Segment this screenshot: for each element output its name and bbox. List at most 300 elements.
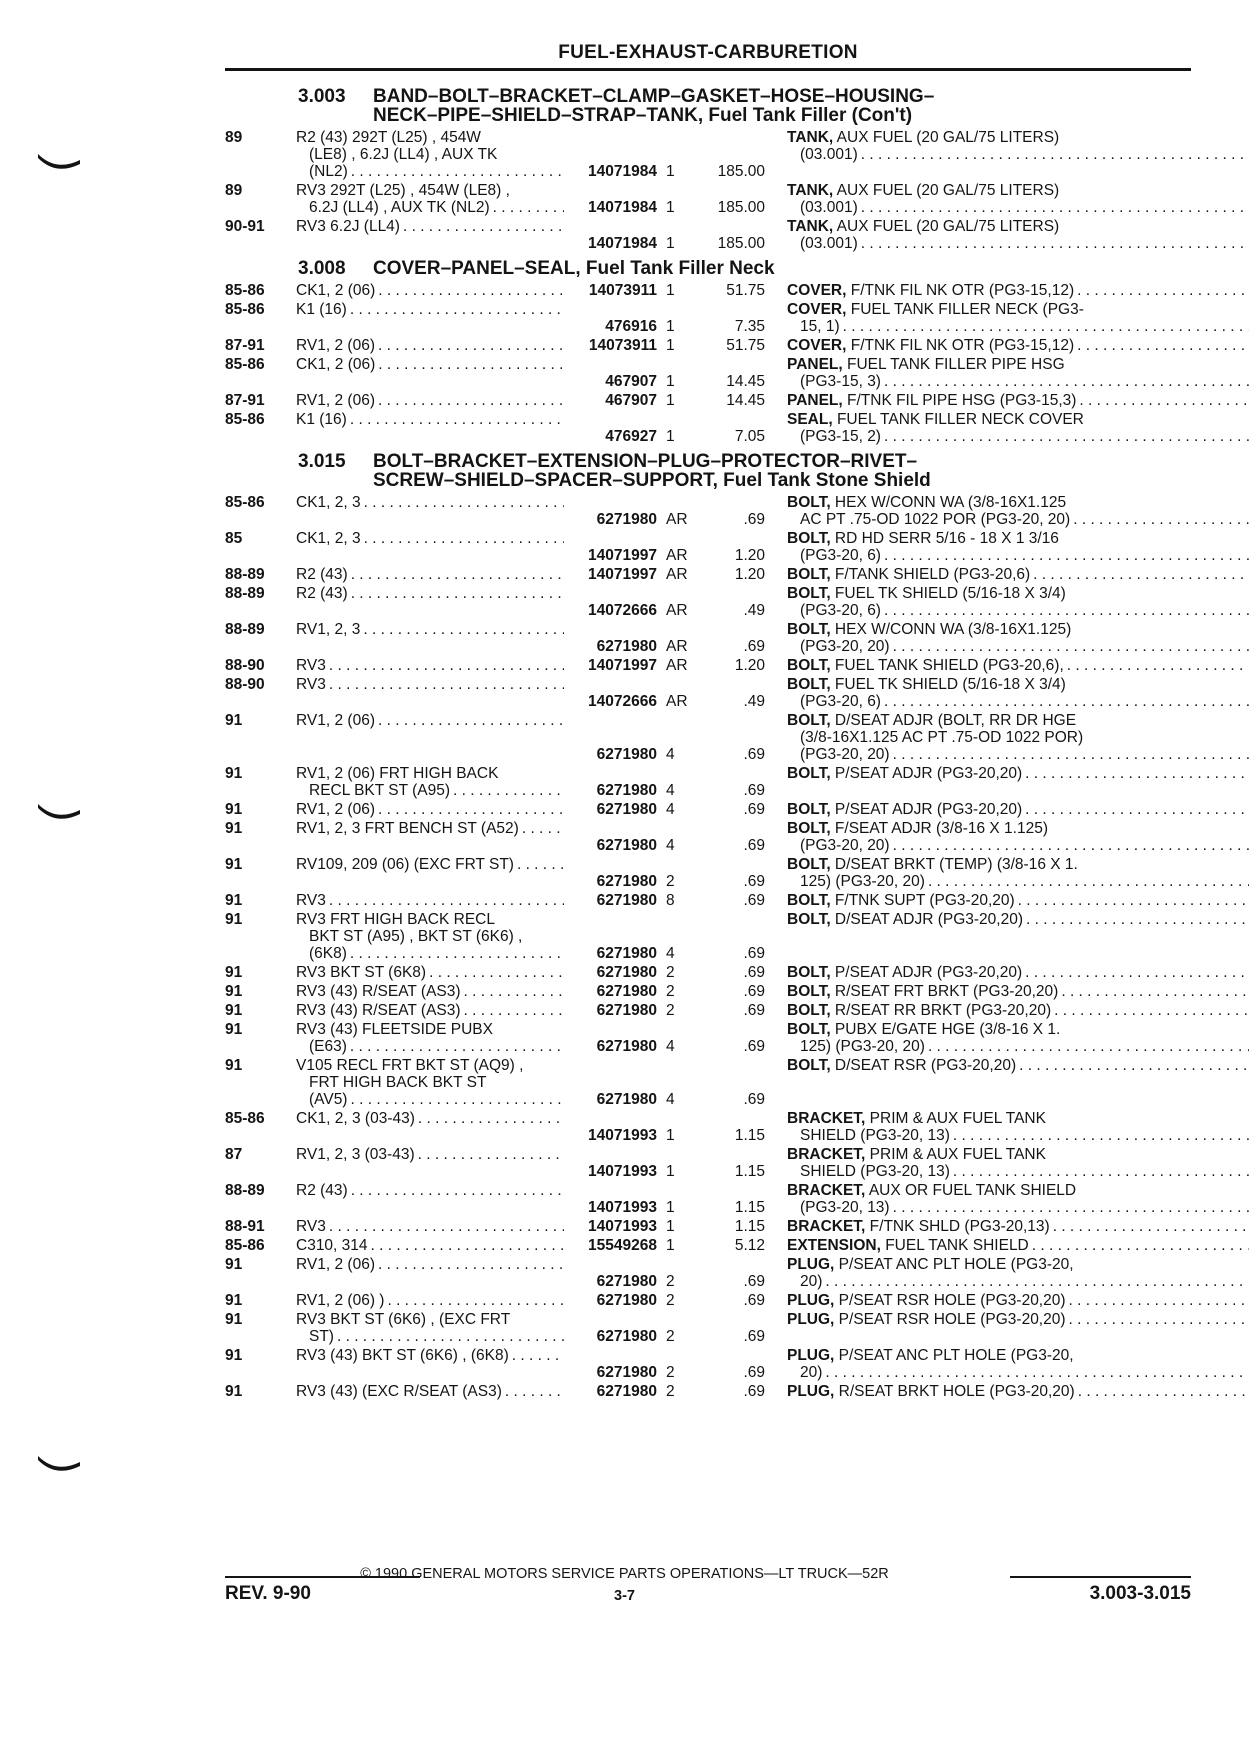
quantity: 2 bbox=[666, 964, 675, 981]
part-number: 6271980 bbox=[596, 1273, 657, 1290]
application bbox=[296, 566, 564, 583]
leader-dots bbox=[347, 945, 564, 962]
part-noun: COVER, bbox=[787, 337, 847, 354]
footer-copyright: © 1990 GENERAL MOTORS SERVICE PARTS OPERATIONS—LT TRUCK—52R bbox=[360, 1566, 889, 1582]
quantity: 2 bbox=[666, 983, 675, 1000]
quantity: AR bbox=[666, 693, 688, 710]
leader-dots bbox=[347, 411, 564, 428]
application-text: RV3 (43) (EXC R/SEAT (AS3) bbox=[296, 1383, 502, 1400]
part-noun: BOLT, bbox=[787, 1002, 831, 1019]
application bbox=[296, 621, 564, 655]
part-number: 476916 bbox=[605, 318, 657, 335]
row-spacer bbox=[225, 445, 1191, 447]
parts-row bbox=[225, 1146, 1191, 1180]
application-line bbox=[296, 1110, 564, 1127]
description bbox=[765, 911, 1249, 962]
description-line bbox=[787, 1311, 1249, 1328]
part-noun: PLUG, bbox=[787, 1292, 835, 1309]
parts-row bbox=[225, 676, 1191, 710]
quantity: 1 bbox=[666, 199, 675, 216]
description-line bbox=[787, 199, 1249, 216]
application-line bbox=[296, 856, 564, 873]
model-year: 85-86 bbox=[225, 411, 265, 428]
part-number: 14072666 bbox=[588, 693, 657, 710]
parts-row bbox=[225, 856, 1191, 890]
section-title-line: SCREW–SHIELD–SPACER–SUPPORT, Fuel Tank Stone Shield bbox=[373, 470, 931, 491]
application-text: RV3 (43) R/SEAT (AS3) bbox=[296, 1002, 461, 1019]
application-line: RV3 (43) FLEETSIDE PUBX bbox=[296, 1021, 493, 1038]
description-text: F/SEAT ADJR (3/8-16 X 1.125) bbox=[830, 820, 1049, 837]
description bbox=[765, 964, 1249, 981]
application-text: RV1, 2, 3 FRT BENCH ST (A52) bbox=[296, 820, 519, 837]
model-year: 91 bbox=[225, 712, 243, 729]
application-line bbox=[296, 356, 564, 373]
parts-row bbox=[225, 1021, 1191, 1055]
leader-dots bbox=[858, 146, 1249, 163]
application-line bbox=[296, 657, 564, 674]
leader-dots bbox=[348, 1182, 564, 1199]
model-year: 91 bbox=[225, 1311, 243, 1328]
leader-dots bbox=[326, 892, 564, 909]
description-line bbox=[787, 657, 1249, 674]
parts-row bbox=[225, 566, 1191, 583]
part-noun: BOLT, bbox=[787, 712, 831, 729]
description-text: F/TNK FIL NK OTR (PG3-15,12) bbox=[846, 337, 1075, 354]
description-text: F/TNK SUPT (PG3-20,20) bbox=[830, 892, 1015, 909]
leader-dots bbox=[514, 856, 564, 873]
description-text: PRIM & AUX FUEL TANK bbox=[865, 1146, 1046, 1163]
description-line bbox=[787, 621, 1249, 638]
price: 7.35 bbox=[734, 318, 765, 335]
application-line: R2 (43) 292T (L25) , 454W bbox=[296, 129, 481, 146]
leader-dots bbox=[334, 1328, 564, 1345]
leader-dots bbox=[347, 301, 564, 318]
leader-dots bbox=[950, 1163, 1249, 1180]
description-line bbox=[787, 765, 1249, 782]
part-noun: TANK, bbox=[787, 218, 834, 235]
description-line bbox=[787, 746, 1249, 763]
part-noun: BOLT, bbox=[787, 585, 831, 602]
description-line bbox=[787, 983, 1249, 1000]
description-line bbox=[787, 712, 1249, 729]
model-year: 87 bbox=[225, 1146, 243, 1163]
leader-dots bbox=[881, 428, 1249, 445]
description-text: (PG3-20, 13) bbox=[800, 1199, 890, 1216]
leader-dots bbox=[384, 1292, 564, 1309]
application-text: RV3 bbox=[296, 1218, 326, 1235]
description-line bbox=[787, 301, 1249, 318]
description bbox=[765, 892, 1249, 909]
description bbox=[765, 1292, 1249, 1309]
price: 14.45 bbox=[726, 373, 765, 390]
leader-dots bbox=[890, 837, 1249, 854]
description-line bbox=[787, 1002, 1249, 1019]
price: .69 bbox=[743, 1002, 765, 1019]
price: 1.15 bbox=[734, 1163, 765, 1180]
description-line bbox=[787, 494, 1249, 511]
application-text: RV1, 2 (06) bbox=[296, 1256, 375, 1273]
leader-dots bbox=[890, 638, 1249, 655]
application-line: FRT HIGH BACK BKT ST bbox=[309, 1074, 487, 1091]
parts-row bbox=[225, 621, 1191, 655]
section-title bbox=[373, 259, 1191, 278]
description-text: PUBX E/GATE HGE (3/8-16 X 1. bbox=[830, 1021, 1061, 1038]
application bbox=[296, 282, 564, 299]
price: .69 bbox=[743, 511, 765, 528]
leader-dots bbox=[881, 693, 1249, 710]
part-noun: BOLT, bbox=[787, 621, 831, 638]
application bbox=[296, 1057, 564, 1108]
model-year: 90-91 bbox=[225, 218, 265, 235]
description-text: AUX FUEL (20 GAL/75 LITERS) bbox=[833, 182, 1060, 199]
application-line bbox=[296, 892, 564, 909]
leader-dots bbox=[326, 1218, 564, 1235]
part-number: 6271980 bbox=[596, 837, 657, 854]
application-line: V105 RECL FRT BKT ST (AQ9) , bbox=[296, 1057, 524, 1074]
application-text: (6K8) bbox=[309, 945, 347, 962]
part-noun: COVER, bbox=[787, 301, 847, 318]
part-number: 6271980 bbox=[596, 964, 657, 981]
leader-dots bbox=[1066, 1311, 1249, 1328]
description-line bbox=[787, 337, 1249, 354]
leader-dots bbox=[375, 712, 564, 729]
description bbox=[765, 566, 1249, 583]
application-text: RV1, 2 (06) bbox=[296, 392, 375, 409]
part-noun: BRACKET, bbox=[787, 1110, 866, 1127]
part-number: 14071993 bbox=[588, 1163, 657, 1180]
leader-dots bbox=[375, 356, 564, 373]
quantity: 2 bbox=[666, 1292, 675, 1309]
description bbox=[765, 1237, 1249, 1254]
application-line bbox=[296, 983, 564, 1000]
part-number: 6271980 bbox=[596, 945, 657, 962]
section-number: 3.008 bbox=[298, 258, 346, 279]
application-line: RV3 292T (L25) , 454W (LE8) , bbox=[296, 182, 510, 199]
application-line bbox=[296, 199, 564, 216]
description-text: (03.001) bbox=[800, 199, 858, 216]
part-number: 14071984 bbox=[588, 199, 657, 216]
quantity: 2 bbox=[666, 1002, 675, 1019]
description bbox=[765, 1002, 1249, 1019]
leader-dots bbox=[822, 1273, 1243, 1290]
application-text: CK1, 2, 3 bbox=[296, 530, 361, 547]
application-line: (LE8) , 6.2J (LL4) , AUX TK bbox=[309, 146, 498, 163]
model-year: 91 bbox=[225, 801, 243, 818]
application-line bbox=[296, 1292, 564, 1309]
quantity: 4 bbox=[666, 1091, 675, 1108]
description-line bbox=[787, 892, 1249, 909]
application-line bbox=[296, 820, 564, 837]
description bbox=[765, 129, 1249, 180]
description-text: R/SEAT FRT BRKT (PG3-20,20) bbox=[830, 983, 1059, 1000]
row-spacer bbox=[225, 252, 1191, 254]
description-line bbox=[787, 1383, 1249, 1400]
application-text: 6.2J (LL4) , AUX TK (NL2) bbox=[309, 199, 490, 216]
parts-row bbox=[225, 1218, 1191, 1235]
application-line bbox=[296, 392, 564, 409]
application-text: CK1, 2, 3 (03-43) bbox=[296, 1110, 415, 1127]
section-heading bbox=[225, 87, 1191, 125]
description bbox=[765, 1383, 1249, 1400]
description-text: P/SEAT RSR HOLE (PG3-20,20) bbox=[834, 1311, 1066, 1328]
description-text: AC PT .75-OD 1022 POR (PG3-20, 20) bbox=[800, 511, 1071, 528]
description bbox=[765, 983, 1249, 1000]
parts-row bbox=[225, 1383, 1191, 1400]
description-text: P/SEAT RSR HOLE (PG3-20,20) bbox=[834, 1292, 1066, 1309]
price: 1.15 bbox=[734, 1199, 765, 1216]
parts-row bbox=[225, 892, 1191, 909]
application-line bbox=[296, 1146, 564, 1163]
application-line bbox=[296, 1091, 564, 1108]
model-year: 88-91 bbox=[225, 1218, 265, 1235]
leader-dots bbox=[858, 199, 1249, 216]
description-line bbox=[787, 1182, 1249, 1199]
description-text: (03.001) bbox=[800, 235, 858, 252]
description-text: (PG3-20, 20) bbox=[800, 746, 890, 763]
description-line bbox=[787, 1163, 1249, 1180]
leader-dots bbox=[426, 964, 564, 981]
application-text: RV1, 2 (06) bbox=[296, 801, 375, 818]
part-number: 6271980 bbox=[596, 892, 657, 909]
application-line bbox=[296, 1038, 564, 1055]
part-noun: PLUG, bbox=[787, 1383, 835, 1400]
part-noun: BOLT, bbox=[787, 911, 831, 928]
model-year: 88-89 bbox=[225, 566, 265, 583]
part-number: 6271980 bbox=[596, 801, 657, 818]
price: 1.20 bbox=[734, 566, 765, 583]
description bbox=[765, 1311, 1249, 1345]
application-line bbox=[296, 676, 564, 693]
price: 185.00 bbox=[717, 235, 765, 252]
description bbox=[765, 218, 1249, 252]
price: .69 bbox=[743, 801, 765, 818]
model-year: 91 bbox=[225, 856, 243, 873]
description-line bbox=[787, 911, 1249, 928]
application-line bbox=[296, 530, 564, 547]
model-year: 87-91 bbox=[225, 337, 265, 354]
leader-dots bbox=[450, 782, 564, 799]
application-line bbox=[296, 945, 564, 962]
section-title-line: COVER–PANEL–SEAL, Fuel Tank Filler Neck bbox=[373, 258, 775, 279]
application-text: (E63) bbox=[309, 1038, 347, 1055]
leader-dots bbox=[925, 873, 1249, 890]
leader-dots bbox=[415, 1146, 564, 1163]
description-text: P/SEAT ADJR (PG3-20,20) bbox=[830, 801, 1023, 818]
leader-dots bbox=[375, 282, 564, 299]
leader-dots bbox=[326, 657, 564, 674]
description-text: D/SEAT ADJR (PG3-20,20) bbox=[830, 911, 1024, 928]
application-text: R2 (43) bbox=[296, 566, 348, 583]
application bbox=[296, 1146, 564, 1180]
description bbox=[765, 182, 1249, 216]
application bbox=[296, 1002, 564, 1019]
part-number: 14071984 bbox=[588, 163, 657, 180]
quantity: 2 bbox=[666, 1383, 675, 1400]
footer-revision: REV. 9-90 bbox=[225, 1583, 311, 1604]
description-line bbox=[787, 129, 1249, 146]
application-text: RV1, 2 (06) bbox=[296, 337, 375, 354]
description-text: SHIELD (PG3-20, 13) bbox=[800, 1127, 950, 1144]
application-text: CK1, 2, 3 bbox=[296, 494, 361, 511]
description bbox=[765, 820, 1249, 854]
price: .69 bbox=[743, 1364, 765, 1381]
section-title-line: BAND–BOLT–BRACKET–CLAMP–GASKET–HOSE–HOUSING– bbox=[373, 86, 935, 107]
description-text: (PG3-15, 3) bbox=[800, 373, 881, 390]
leader-dots bbox=[361, 530, 564, 547]
description bbox=[765, 1218, 1249, 1235]
parts-row bbox=[225, 1110, 1191, 1144]
application-line bbox=[296, 964, 564, 981]
application-text: R2 (43) bbox=[296, 585, 348, 602]
description-line bbox=[787, 693, 1249, 710]
leader-dots bbox=[1070, 511, 1249, 528]
model-year: 85-86 bbox=[225, 1237, 265, 1254]
parts-row bbox=[225, 712, 1191, 763]
description bbox=[765, 494, 1249, 528]
leader-dots bbox=[519, 820, 564, 837]
part-noun: COVER, bbox=[787, 282, 847, 299]
part-noun: BOLT, bbox=[787, 856, 831, 873]
application-text: RV1, 2, 3 (03-43) bbox=[296, 1146, 415, 1163]
model-year: 88-89 bbox=[225, 621, 265, 638]
part-noun: TANK, bbox=[787, 182, 834, 199]
parts-row bbox=[225, 411, 1191, 445]
part-number: 6271980 bbox=[596, 983, 657, 1000]
application bbox=[296, 218, 564, 252]
application bbox=[296, 182, 564, 216]
model-year: 85-86 bbox=[225, 494, 265, 511]
part-noun: BRACKET, bbox=[787, 1146, 866, 1163]
part-noun: TANK, bbox=[787, 129, 834, 146]
leader-dots bbox=[461, 1002, 564, 1019]
parts-row bbox=[225, 182, 1191, 216]
description-text: 125) (PG3-20, 20) bbox=[800, 873, 925, 890]
price: .69 bbox=[743, 1038, 765, 1055]
application-text: RV1, 2 (06) ) bbox=[296, 1292, 385, 1309]
description-text: D/SEAT RSR (PG3-20,20) bbox=[830, 1057, 1017, 1074]
description-line bbox=[787, 1038, 1249, 1055]
description bbox=[765, 337, 1249, 354]
application bbox=[296, 337, 564, 354]
application-text: K1 (16) bbox=[296, 411, 347, 428]
description-text: HEX W/CONN WA (3/8-16X1.125 bbox=[830, 494, 1067, 511]
parts-row bbox=[225, 1002, 1191, 1019]
part-number: 14071997 bbox=[588, 657, 657, 674]
application bbox=[296, 1292, 564, 1309]
application bbox=[296, 657, 564, 674]
application-line bbox=[296, 411, 564, 428]
description-text: FUEL TK SHIELD (5/16-18 X 3/4) bbox=[830, 676, 1066, 693]
leader-dots bbox=[1074, 282, 1249, 299]
description-text: (PG3-20, 6) bbox=[800, 693, 881, 710]
parts-row bbox=[225, 392, 1191, 409]
leader-dots bbox=[925, 1038, 1249, 1055]
model-year: 91 bbox=[225, 1057, 243, 1074]
quantity: 1 bbox=[666, 235, 675, 252]
description bbox=[765, 676, 1249, 710]
description bbox=[765, 1146, 1249, 1180]
leader-dots bbox=[881, 602, 1249, 619]
application bbox=[296, 1218, 564, 1235]
price: .69 bbox=[743, 892, 765, 909]
part-noun: BOLT, bbox=[787, 801, 831, 818]
part-number: 14071997 bbox=[588, 547, 657, 564]
parts-row bbox=[225, 1057, 1191, 1108]
model-year: 91 bbox=[225, 820, 243, 837]
description-text: HEX W/CONN WA (3/8-16X1.125) bbox=[830, 621, 1072, 638]
description bbox=[765, 392, 1249, 409]
leader-dots bbox=[348, 163, 564, 180]
application bbox=[296, 392, 564, 409]
description-text: (PG3-20, 20) bbox=[800, 638, 890, 655]
application bbox=[296, 983, 564, 1000]
application-line bbox=[296, 494, 564, 511]
model-year: 88-89 bbox=[225, 585, 265, 602]
part-number: 467907 bbox=[605, 392, 657, 409]
description bbox=[765, 530, 1249, 564]
part-noun: PLUG, bbox=[787, 1256, 835, 1273]
leader-dots bbox=[1022, 964, 1249, 981]
application bbox=[296, 1383, 564, 1400]
description-text: FUEL TANK FILLER PIPE HSG bbox=[842, 356, 1065, 373]
leader-dots bbox=[360, 621, 564, 638]
parts-row bbox=[225, 1311, 1191, 1345]
quantity: 2 bbox=[666, 1328, 675, 1345]
leader-dots bbox=[1015, 892, 1249, 909]
quantity: 1 bbox=[666, 318, 675, 335]
description-line bbox=[787, 856, 1249, 873]
description-text: (03.001) bbox=[800, 146, 858, 163]
model-year: 91 bbox=[225, 911, 243, 928]
description-text: RD HD SERR 5/16 - 18 X 1 3/16 bbox=[830, 530, 1059, 547]
description-text: F/TNK FIL PIPE HSG (PG3-15,3) bbox=[842, 392, 1077, 409]
application bbox=[296, 1347, 564, 1381]
part-number: 14071993 bbox=[588, 1127, 657, 1144]
leader-dots bbox=[1051, 1002, 1249, 1019]
application-text: C310, 314 bbox=[296, 1237, 368, 1254]
description-line bbox=[787, 638, 1249, 655]
application-text: R2 (43) bbox=[296, 1182, 348, 1199]
leader-dots bbox=[890, 1199, 1249, 1216]
quantity: 1 bbox=[666, 282, 675, 299]
price: .49 bbox=[743, 693, 765, 710]
leader-dots bbox=[361, 494, 564, 511]
application-line bbox=[296, 585, 564, 602]
part-number: 6271980 bbox=[596, 1364, 657, 1381]
description-line bbox=[787, 511, 1249, 528]
parts-row bbox=[225, 1347, 1191, 1381]
model-year: 85-86 bbox=[225, 301, 265, 318]
application bbox=[296, 1256, 564, 1290]
application-line bbox=[296, 301, 564, 318]
description-text: R/SEAT BRKT HOLE (PG3-20,20) bbox=[834, 1383, 1075, 1400]
application-line bbox=[296, 337, 564, 354]
description-line bbox=[787, 356, 1249, 373]
quantity: 1 bbox=[666, 1218, 675, 1235]
application-text: RV3 bbox=[296, 657, 326, 674]
application-line bbox=[296, 712, 564, 729]
footer-page-number: 3-7 bbox=[614, 1588, 635, 1604]
description-line bbox=[787, 1057, 1249, 1074]
description-text: P/SEAT ANC PLT HOLE (PG3-20, bbox=[834, 1347, 1074, 1364]
description-text: P/SEAT ADJR (PG3-20,20) bbox=[830, 964, 1023, 981]
quantity: 1 bbox=[666, 337, 675, 354]
description-text: (PG3-20, 20) bbox=[800, 837, 890, 854]
price: .69 bbox=[743, 1273, 765, 1290]
application-line bbox=[296, 1182, 564, 1199]
model-year: 89 bbox=[225, 129, 243, 146]
application-line bbox=[296, 801, 564, 818]
